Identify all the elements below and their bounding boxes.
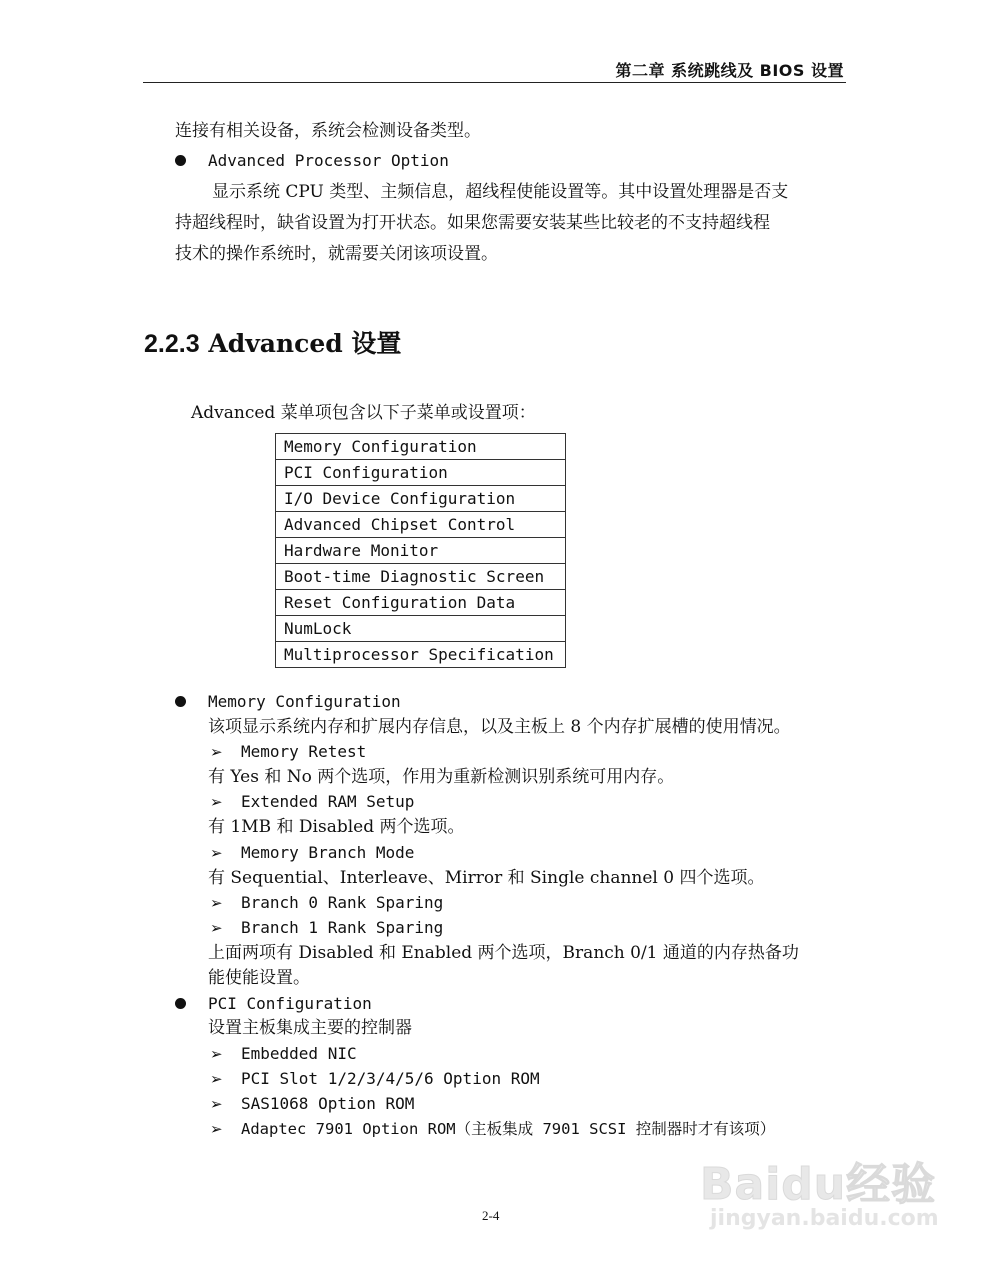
- arrow-bullet-icon: ➢: [210, 919, 223, 937]
- page-header: [143, 58, 846, 83]
- bullet-icon: [175, 696, 186, 707]
- table-row: [276, 486, 566, 512]
- bullet-advanced-processor: Advanced Processor Option: [208, 151, 449, 170]
- branch-mode-title: Memory Branch Mode: [241, 843, 415, 862]
- arrow-bullet-icon: ➢: [210, 894, 223, 912]
- advanced-menu-table: [275, 433, 566, 668]
- extended-ram-title: Extended RAM Setup: [241, 792, 415, 811]
- arrow-bullet-icon: ➢: [210, 793, 223, 811]
- memory-retest-desc: 有 Yes 和 No 两个选项，作用为重新检测识别系统可用内存。: [208, 767, 675, 787]
- branch1-title: Branch 1 Rank Sparing: [241, 918, 444, 937]
- branch-mode-desc: 有 Sequential、Interleave、Mirror 和 Single channel 0 四个选项。: [208, 868, 765, 888]
- watermark-url: jingyan.baidu.com: [710, 1206, 939, 1231]
- bullet-icon: [175, 155, 186, 166]
- table-row: [276, 460, 566, 486]
- menu-intro: Advanced 菜单项包含以下子菜单或设置项：: [191, 403, 536, 423]
- memory-config-title: Memory Configuration: [208, 692, 401, 711]
- intro-line: 连接有相关设备，系统会检测设备类型。: [175, 121, 481, 141]
- menu-item-io-device-configuration: I/O Device Configuration: [276, 486, 566, 512]
- sparing-desc-1: 上面两项有 Disabled 和 Enabled 两个选项，Branch 0/1 通道的内存热备功: [208, 943, 799, 963]
- pci-item-slot-rom: PCI Slot 1/2/3/4/5/6 Option ROM: [241, 1069, 540, 1088]
- processor-desc-2: 持超线程时，缺省设置为打开状态。如果您需要安装某些比较老的不支持超线程: [175, 213, 770, 233]
- section-number: 2.2.3: [144, 330, 200, 358]
- table-row: [276, 538, 566, 564]
- pci-item-sas1068: SAS1068 Option ROM: [241, 1094, 415, 1113]
- arrow-bullet-icon: ➢: [210, 1070, 223, 1088]
- table-row: [276, 512, 566, 538]
- menu-item-advanced-chipset-control: Advanced Chipset Control: [276, 512, 566, 538]
- arrow-bullet-icon: ➢: [210, 1045, 223, 1063]
- branch0-title: Branch 0 Rank Sparing: [241, 893, 444, 912]
- chapter-title: 第二章 系统跳线及 BIOS 设置: [615, 61, 844, 80]
- arrow-bullet-icon: ➢: [210, 1095, 223, 1113]
- menu-item-hardware-monitor: Hardware Monitor: [276, 538, 566, 564]
- arrow-bullet-icon: ➢: [210, 743, 223, 761]
- menu-item-boot-time-diagnostic: Boot-time Diagnostic Screen: [276, 564, 566, 590]
- menu-item-memory-configuration: Memory Configuration: [276, 434, 566, 460]
- processor-desc-3: 技术的操作系统时，就需要关闭该项设置。: [175, 244, 498, 264]
- section-heading: [144, 324, 401, 360]
- table-row: [276, 590, 566, 616]
- menu-item-multiprocessor: Multiprocessor Specification: [276, 642, 566, 668]
- processor-desc-1: 显示系统 CPU 类型、主频信息，超线程使能设置等。其中设置处理器是否支: [212, 182, 789, 202]
- arrow-bullet-icon: ➢: [210, 844, 223, 862]
- pci-config-title: PCI Configuration: [208, 994, 372, 1013]
- table-row: [276, 564, 566, 590]
- menu-item-pci-configuration: PCI Configuration: [276, 460, 566, 486]
- extended-ram-desc: 有 1MB 和 Disabled 两个选项。: [208, 817, 465, 837]
- baidu-watermark-logo: [700, 1140, 940, 1250]
- pci-item-adaptec: Adaptec 7901 Option ROM（主板集成 7901 SCSI 控制器时才有该项）: [241, 1120, 776, 1138]
- section-title: Advanced 设置: [208, 329, 402, 358]
- sparing-desc-2: 能使能设置。: [208, 968, 310, 988]
- watermark-brand: Baidu经验: [700, 1159, 937, 1210]
- memory-config-desc: 该项显示系统内存和扩展内存信息，以及主板上 8 个内存扩展槽的使用情况。: [208, 717, 791, 737]
- bullet-icon: [175, 998, 186, 1009]
- menu-item-numlock: NumLock: [276, 616, 566, 642]
- menu-item-reset-configuration: Reset Configuration Data: [276, 590, 566, 616]
- memory-retest-title: Memory Retest: [241, 742, 367, 761]
- arrow-bullet-icon: ➢: [210, 1120, 223, 1138]
- table-row: [276, 616, 566, 642]
- pci-config-desc: 设置主板集成主要的控制器: [208, 1018, 412, 1038]
- table-row: [276, 642, 566, 668]
- pci-item-embedded-nic: Embedded NIC: [241, 1044, 357, 1063]
- table-row: [276, 434, 566, 460]
- page-number: 2-4: [482, 1208, 500, 1223]
